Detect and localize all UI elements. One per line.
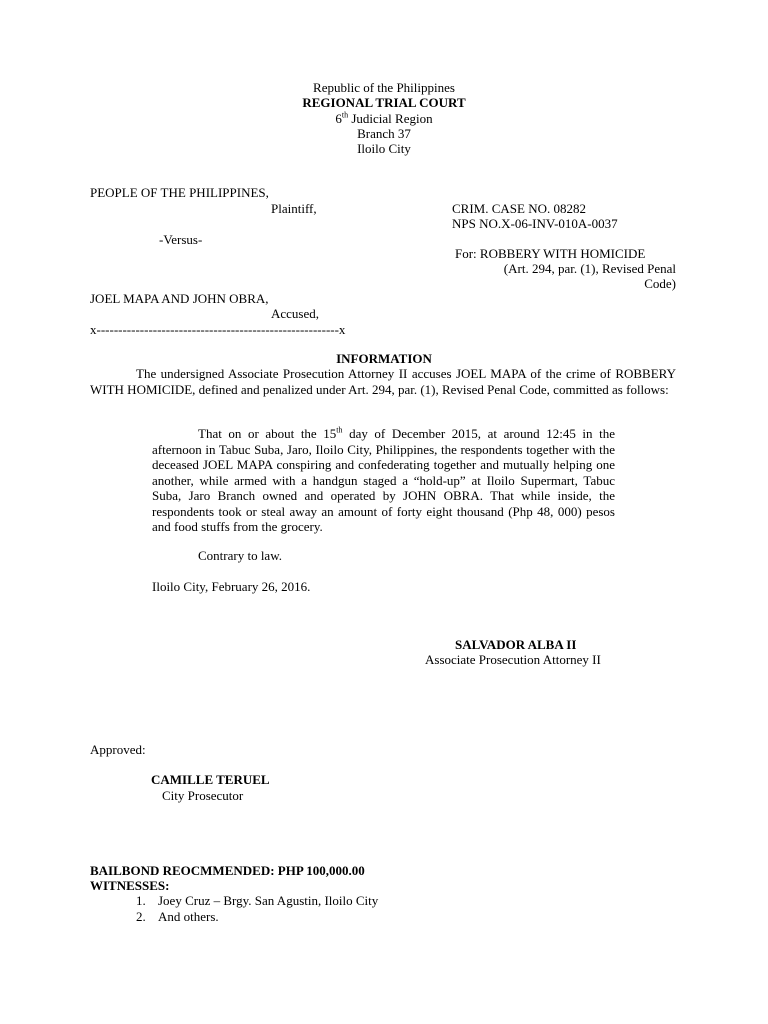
information-intro: The undersigned Associate Prosecution Attorney II accuses JOEL MAPA of the crime of ROBBERY WITH HOMICIDE, defined and penalized under Art. 294, par. (1), Revised Penal Code, committed as follows: — [90, 366, 676, 397]
witness-list — [136, 893, 378, 924]
place-date: Iloilo City, February 26, 2016. — [152, 579, 311, 594]
charge-line: For: ROBBERY WITH HOMICIDE — [455, 246, 646, 261]
signatory-name: SALVADOR ALBA II — [455, 637, 577, 652]
plaintiff-name: PEOPLE OF THE PHILIPPINES, — [90, 185, 269, 200]
approved-label: Approved: — [90, 742, 146, 757]
header-city: Iloilo City — [357, 141, 411, 156]
information-body: That on or about the 15th day of December 2015, at around 12:45 in the afternoon in Tabuc Suba, Jaro, Iloilo City, Philippines, the respondents together with the deceased JOEL MAPA conspiring and confederating together and mutually helping one another, while armed with a handgun staged a “hold-up” at Iloilo Supermart, Tabuc Suba, Jaro Branch owned and operated by JOHN OBRA. That while inside, the respondents took or steal away an amount of forty eight thousand (Php 48, 000) pesos and food stuffs from the grocery. — [152, 425, 615, 534]
witness-item: 2. And others. — [136, 908, 219, 924]
article-line-2: Code) — [644, 276, 676, 291]
article-line-1: (Art. 294, par. (1), Revised Penal — [503, 261, 676, 276]
approver-title: City Prosecutor — [162, 788, 244, 803]
information-title: INFORMATION — [336, 351, 432, 366]
caption-separator: x--------------------------------------------------------x — [90, 322, 346, 337]
witnesses-label: WITNESSES: — [90, 878, 170, 893]
approver-name: CAMILLE TERUEL — [151, 772, 270, 787]
header-republic: Republic of the Philippines — [313, 80, 455, 95]
witness-item: 1. Joey Cruz – Brgy. San Agustin, Iloilo City — [136, 893, 379, 908]
accused-names: JOEL MAPA AND JOHN OBRA, — [90, 291, 269, 306]
header-region: 6th Judicial Region — [335, 110, 433, 126]
bailbond-line: BAILBOND REOCMMENDED: PHP 100,000.00 — [90, 863, 365, 878]
header-branch: Branch 37 — [357, 126, 411, 141]
accused-label: Accused, — [271, 306, 320, 321]
header-court: REGIONAL TRIAL COURT — [302, 95, 466, 110]
case-number: CRIM. CASE NO. 08282 — [452, 201, 586, 216]
contrary-to-law: Contrary to law. — [198, 548, 282, 563]
signatory-title: Associate Prosecution Attorney II — [425, 652, 601, 667]
nps-number: NPS NO.X-06-INV-010A-0037 — [452, 216, 618, 231]
versus-label: -Versus- — [159, 232, 203, 247]
plaintiff-label: Plaintiff, — [271, 201, 317, 216]
